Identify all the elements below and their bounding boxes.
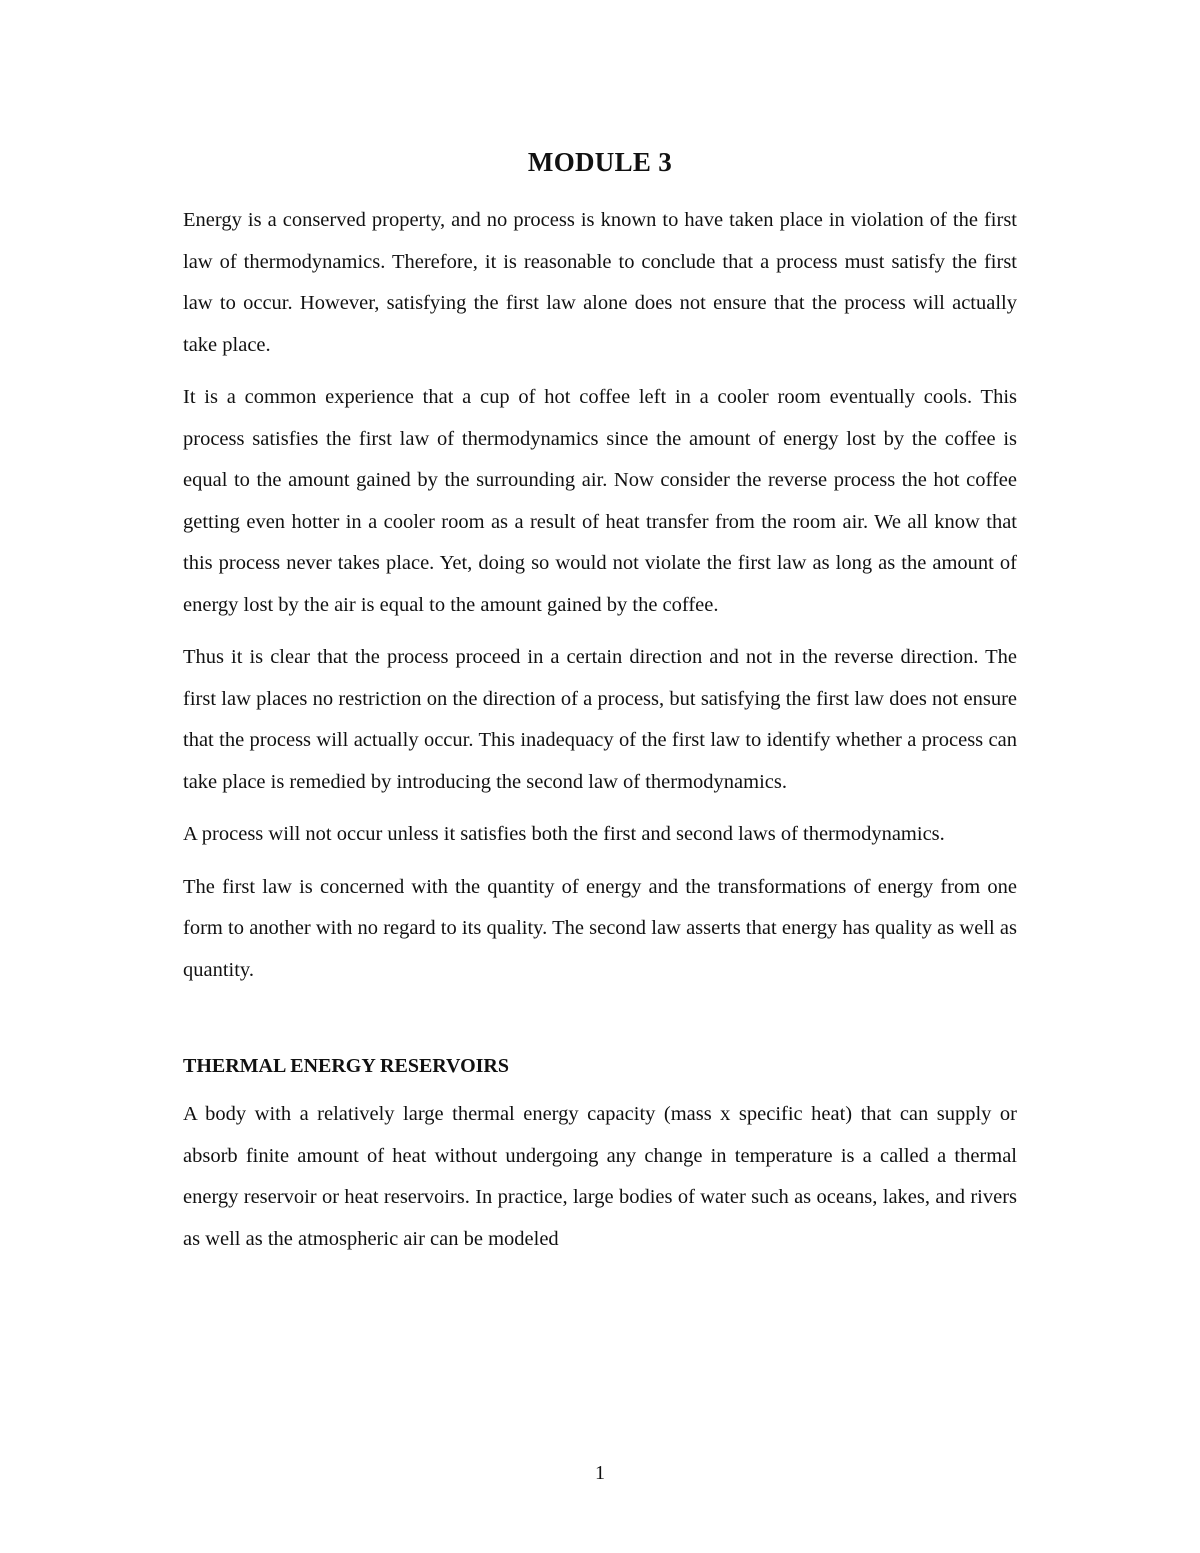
paragraph-direction-of-process: Thus it is clear that the process proceed in a certain direction and not in the reverse direction. The first law places no restriction on the direction of a process, but satisfying the first law does not ensure that the process will actually occur. This inadequacy of the first law to identify whether a process can take place is remedied by introducing the second law of thermodynamics.: [183, 646, 1017, 793]
page-number: 1: [595, 1462, 605, 1484]
paragraph-quality-quantity: The first law is concerned with the quantity of energy and the transformations of energy from one form to another with no regard to its quality. The second law asserts that energy has quality as well as quantity.: [183, 875, 1017, 981]
paragraph-both-laws: A process will not occur unless it satisfies both the first and second laws of thermodynamics.: [183, 823, 945, 845]
section-heading-thermal-reservoirs: THERMAL ENERGY RESERVOIRS: [183, 1055, 509, 1077]
paragraph-energy-conservation: Energy is a conserved property, and no process is known to have taken place in violation of the first law of thermodynamics. Therefore, it is reasonable to conclude that a process must satisfy the first law to occur. However, satisfying the first law alone does not ensure that the process will actually take place.: [183, 209, 1017, 356]
paragraph-coffee-example: It is a common experience that a cup of hot coffee left in a cooler room eventually cools. This process satisfies the first law of thermodynamics since the amount of energy lost by the coffee is equal to the amount gained by the surrounding air. Now consider the reverse process the hot coffee getting even hotter in a cooler room as a result of heat transfer from the room air. We all know that this process never takes place. Yet, doing so would not violate the first law as long as the amount of energy lost by the air is equal to the amount gained by the coffee.: [183, 386, 1017, 616]
module-title: MODULE 3: [527, 147, 673, 177]
paragraph-thermal-reservoirs: A body with a relatively large thermal energy capacity (mass x specific heat) that can supply or absorb finite amount of heat without undergoing any change in temperature is a called a thermal energy reservoir or heat reservoirs. In practice, large bodies of water such as oceans, lakes, and rivers as well as the atmospheric air can be modeled: [183, 1103, 1017, 1250]
page-content: [183, 140, 1017, 1271]
